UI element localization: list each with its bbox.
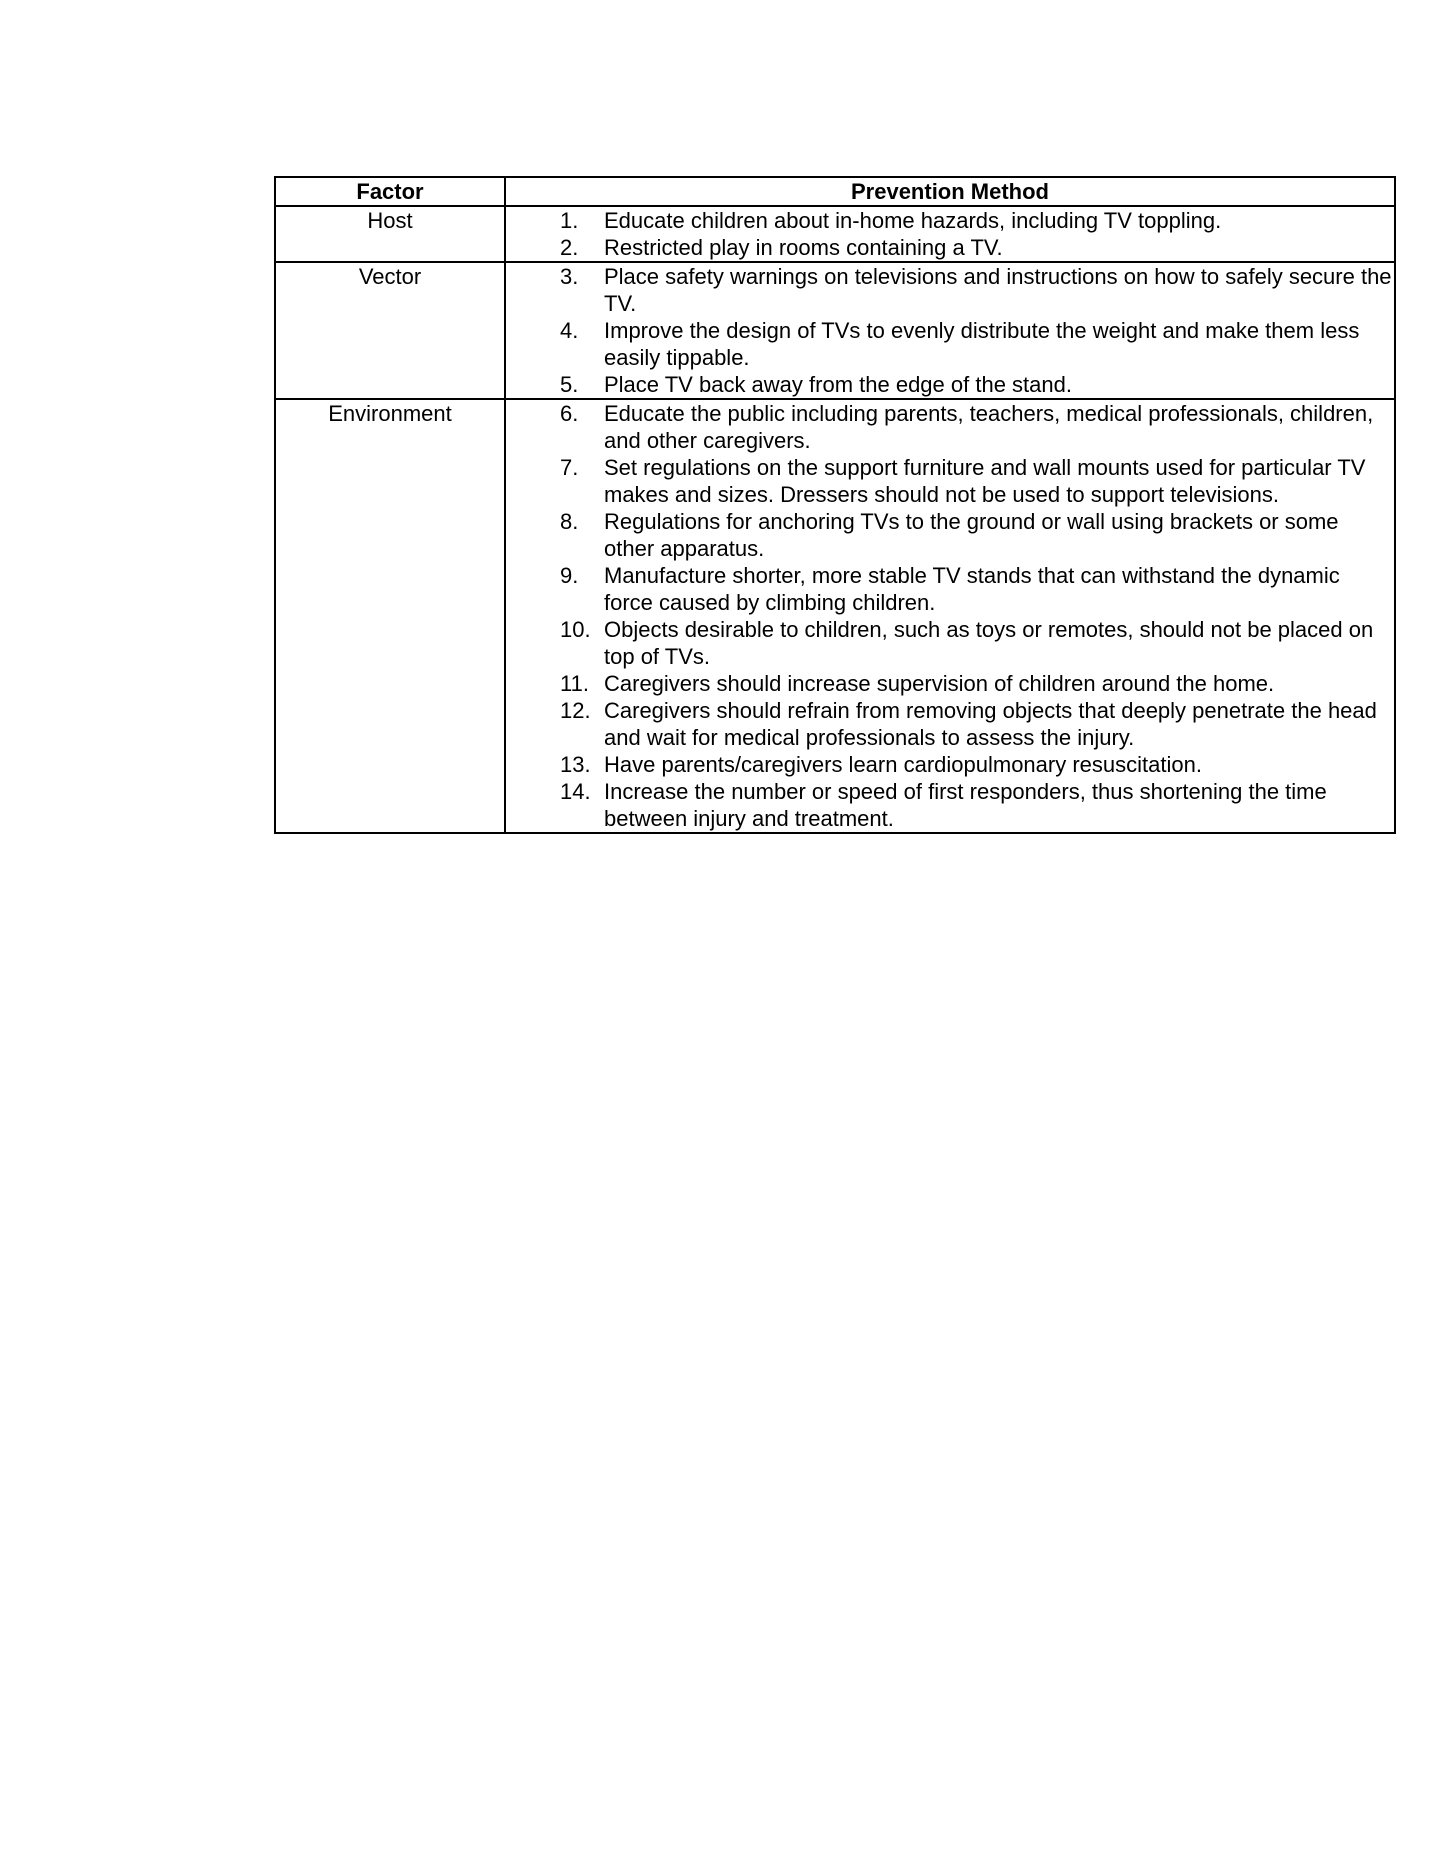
table-row-host bbox=[275, 206, 1395, 262]
method-item bbox=[506, 263, 1394, 317]
item-text: Improve the design of TVs to evenly distribute the weight and make them less easily tippable. bbox=[604, 318, 1360, 370]
header-prevention-method: Prevention Method bbox=[505, 177, 1395, 206]
item-number: 9. bbox=[560, 563, 579, 588]
method-item bbox=[506, 670, 1394, 697]
method-item bbox=[506, 234, 1394, 261]
item-text: Educate the public including parents, teachers, medical professionals, children, and other caregivers. bbox=[604, 401, 1374, 453]
item-number: 3. bbox=[560, 264, 579, 289]
item-number: 2. bbox=[560, 235, 579, 260]
item-text: Place TV back away from the edge of the stand. bbox=[604, 372, 1072, 397]
method-item bbox=[506, 778, 1394, 832]
item-number: 1. bbox=[560, 208, 579, 233]
method-item bbox=[506, 454, 1394, 508]
factor-cell: Vector bbox=[275, 262, 505, 399]
item-text: Regulations for anchoring TVs to the ground or wall using brackets or some other apparatus. bbox=[604, 509, 1339, 561]
factor-cell: Host bbox=[275, 206, 505, 262]
method-item bbox=[506, 616, 1394, 670]
method-item bbox=[506, 508, 1394, 562]
method-item bbox=[506, 317, 1394, 371]
method-item bbox=[506, 751, 1394, 778]
method-item bbox=[506, 207, 1394, 234]
method-item bbox=[506, 371, 1394, 398]
item-number: 14. bbox=[560, 779, 591, 804]
method-item bbox=[506, 697, 1394, 751]
item-text: Manufacture shorter, more stable TV stands that can withstand the dynamic force caused by climbing children. bbox=[604, 563, 1340, 615]
item-text: Objects desirable to children, such as toys or remotes, should not be placed on top of TVs. bbox=[604, 617, 1374, 669]
item-text: Have parents/caregivers learn cardiopulmonary resuscitation. bbox=[604, 752, 1202, 777]
methods-cell bbox=[505, 262, 1395, 399]
item-number: 8. bbox=[560, 509, 579, 534]
item-text: Set regulations on the support furniture and wall mounts used for particular TV makes and sizes. Dressers should not be used to support televisions. bbox=[604, 455, 1366, 507]
item-text: Place safety warnings on televisions and instructions on how to safely secure the TV. bbox=[604, 264, 1392, 316]
item-text: Restricted play in rooms containing a TV. bbox=[604, 235, 1003, 260]
header-factor: Factor bbox=[275, 177, 505, 206]
item-number: 10. bbox=[560, 617, 591, 642]
item-number: 4. bbox=[560, 318, 579, 343]
table-row-vector bbox=[275, 262, 1395, 399]
item-number: 13. bbox=[560, 752, 591, 777]
table-header-row bbox=[275, 177, 1395, 206]
item-text: Caregivers should increase supervision of children around the home. bbox=[604, 671, 1275, 696]
method-item bbox=[506, 400, 1394, 454]
item-text: Caregivers should refrain from removing objects that deeply penetrate the head and wait for medical professionals to assess the injury. bbox=[604, 698, 1377, 750]
item-number: 5. bbox=[560, 372, 579, 397]
prevention-table bbox=[274, 176, 1396, 834]
methods-cell bbox=[505, 399, 1395, 833]
item-text: Increase the number or speed of first responders, thus shortening the time between injury and treatment. bbox=[604, 779, 1327, 831]
table-row-environment bbox=[275, 399, 1395, 833]
item-text: Educate children about in-home hazards, including TV toppling. bbox=[604, 208, 1222, 233]
item-number: 6. bbox=[560, 401, 579, 426]
methods-cell bbox=[505, 206, 1395, 262]
item-number: 11. bbox=[560, 671, 589, 696]
item-number: 7. bbox=[560, 455, 579, 480]
item-number: 12. bbox=[560, 698, 591, 723]
factor-cell: Environment bbox=[275, 399, 505, 833]
method-item bbox=[506, 562, 1394, 616]
